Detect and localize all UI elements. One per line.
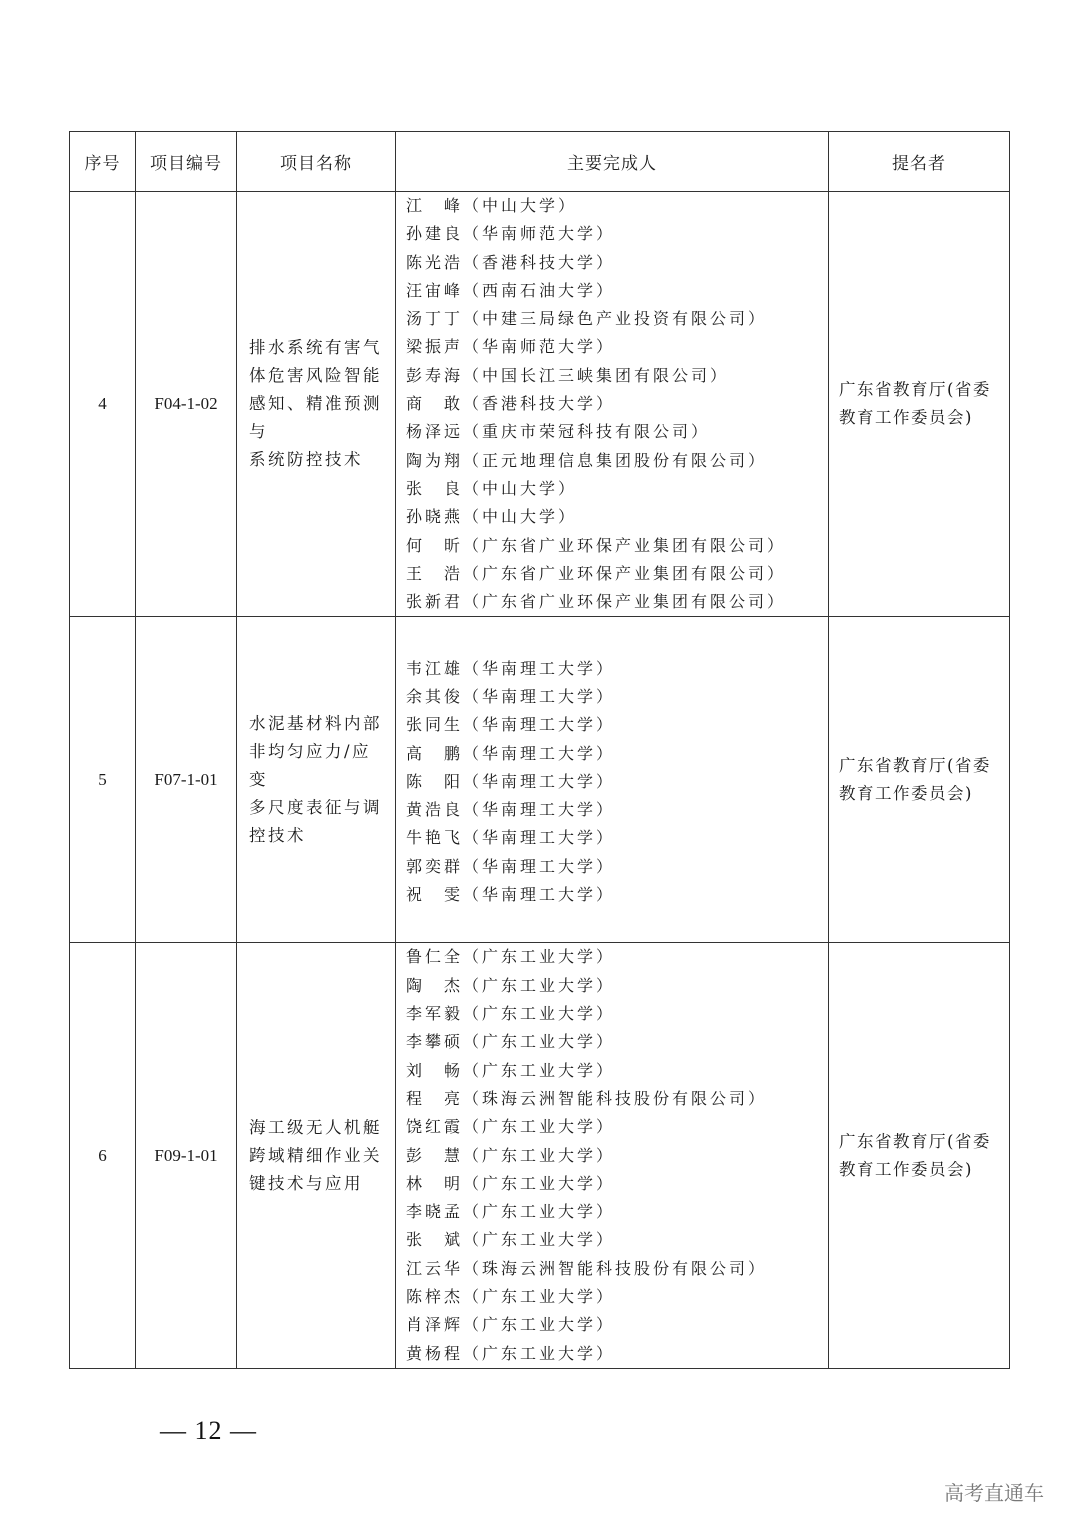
contributor: 张新君（广东省广业环保产业集团有限公司）: [406, 592, 787, 612]
header-project-code: 项目编号: [136, 132, 237, 192]
contributor: 程 亮（珠海云洲智能科技股份有限公司）: [406, 1088, 768, 1108]
row-project-name: [237, 943, 396, 1368]
contributor: 饶红霞（广东工业大学）: [406, 1117, 616, 1137]
contributor: 黄杨程（广东工业大学）: [406, 1343, 616, 1363]
row-project-code: F09-1-01: [136, 943, 237, 1368]
contributor: 郭奕群（华南理工大学）: [406, 856, 616, 876]
row-seq: 5: [70, 617, 136, 943]
project-name-line: 水泥基材料内部: [249, 713, 382, 733]
project-name-line: 键技术与应用: [249, 1173, 363, 1193]
table-row: [70, 617, 1010, 943]
contributor: 江云华（珠海云洲智能科技股份有限公司）: [406, 1258, 768, 1278]
row-seq: 4: [70, 192, 136, 617]
row-nominator: [829, 617, 1010, 943]
contributor: 李军毅（广东工业大学）: [406, 1004, 616, 1024]
contributor: 韦江雄（华南理工大学）: [406, 658, 616, 678]
contributor: 李晓孟（广东工业大学）: [406, 1202, 616, 1222]
nominator-line: 教育工作委员会): [839, 1159, 973, 1179]
row-contributors: [396, 943, 829, 1368]
contributor: 陈 阳（华南理工大学）: [406, 771, 616, 791]
page-number: — 12 —: [160, 1416, 257, 1445]
contributor: 牛艳飞（华南理工大学）: [406, 828, 616, 848]
contributor: 陈光浩（香港科技大学）: [406, 252, 616, 272]
table-row: [70, 192, 1010, 617]
row-project-name: [237, 192, 396, 617]
contributor: 孙晓燕（中山大学）: [406, 507, 578, 527]
row-project-code: F07-1-01: [136, 617, 237, 943]
nominator-line: 教育工作委员会): [839, 783, 973, 803]
row-nominator: [829, 192, 1010, 617]
contributor: 刘 畅（广东工业大学）: [406, 1060, 616, 1080]
contributor: 汪宙峰（西南石油大学）: [406, 280, 616, 300]
row-nominator: [829, 943, 1010, 1368]
contributor: 张 良（中山大学）: [406, 478, 578, 498]
project-name-line: 感知、精准预测与: [249, 394, 382, 442]
contributor: 彭 慧（广东工业大学）: [406, 1145, 616, 1165]
project-name-line: 多尺度表征与调: [249, 797, 382, 817]
contributor: 孙建良（华南师范大学）: [406, 224, 616, 244]
contributor: 杨泽远（重庆市荣冠科技有限公司）: [406, 422, 711, 442]
header-main-contributors: 主要完成人: [396, 132, 829, 192]
header-seq: 序号: [70, 132, 136, 192]
contributor: 江 峰（中山大学）: [406, 196, 578, 215]
watermark-text: 高考直通车: [944, 1481, 1044, 1505]
contributor: 张 斌（广东工业大学）: [406, 1230, 616, 1250]
table-row: [70, 943, 1010, 1368]
project-name-line: 跨域精细作业关: [249, 1145, 382, 1165]
row-project-code: F04-1-02: [136, 192, 237, 617]
project-name-line: 非均匀应力/应变: [249, 741, 372, 789]
contributor: 林 明（广东工业大学）: [406, 1173, 616, 1193]
awards-table: [69, 131, 1010, 1369]
contributor: 李攀硕（广东工业大学）: [406, 1032, 616, 1052]
header-nominator: 提名者: [829, 132, 1010, 192]
contributor: 汤丁丁（中建三局绿色产业投资有限公司）: [406, 309, 768, 329]
nominator-line: 广东省教育厅(省委: [839, 755, 991, 775]
contributor: 张同生（华南理工大学）: [406, 715, 616, 735]
nominator-line: 教育工作委员会): [839, 408, 973, 428]
table-header-row: [70, 132, 1010, 192]
contributor: 黄浩良（华南理工大学）: [406, 800, 616, 820]
contributor: 王 浩（广东省广业环保产业集团有限公司）: [406, 563, 787, 583]
project-name-line: 系统防控技术: [249, 450, 363, 470]
row-seq: 6: [70, 943, 136, 1368]
row-project-name: [237, 617, 396, 943]
row-contributors: [396, 192, 829, 617]
contributor: 陈梓杰（广东工业大学）: [406, 1287, 616, 1307]
nominator-line: 广东省教育厅(省委: [839, 1131, 991, 1151]
contributor: 陶 杰（广东工业大学）: [406, 975, 616, 995]
header-project-name: 项目名称: [237, 132, 396, 192]
contributor: 高 鹏（华南理工大学）: [406, 743, 616, 763]
contributor: 彭寿海（中国长江三峡集团有限公司）: [406, 365, 730, 385]
contributor: 祝 雯（华南理工大学）: [406, 884, 616, 904]
contributor: 商 敢（香港科技大学）: [406, 394, 616, 414]
project-name-line: 排水系统有害气: [249, 338, 382, 358]
contributor: 肖泽辉（广东工业大学）: [406, 1315, 616, 1335]
project-name-line: 体危害风险智能: [249, 366, 382, 386]
contributor: 陶为翔（正元地理信息集团股份有限公司）: [406, 450, 768, 470]
project-name-line: 控技术: [249, 825, 306, 845]
contributor: 鲁仁全（广东工业大学）: [406, 947, 616, 967]
contributor: 何 昕（广东省广业环保产业集团有限公司）: [406, 535, 787, 555]
row-contributors: [396, 617, 829, 943]
nominator-line: 广东省教育厅(省委: [839, 380, 991, 400]
project-name-line: 海工级无人机艇: [249, 1117, 382, 1137]
contributor: 余其俊（华南理工大学）: [406, 686, 616, 706]
contributor: 梁振声（华南师范大学）: [406, 337, 616, 357]
